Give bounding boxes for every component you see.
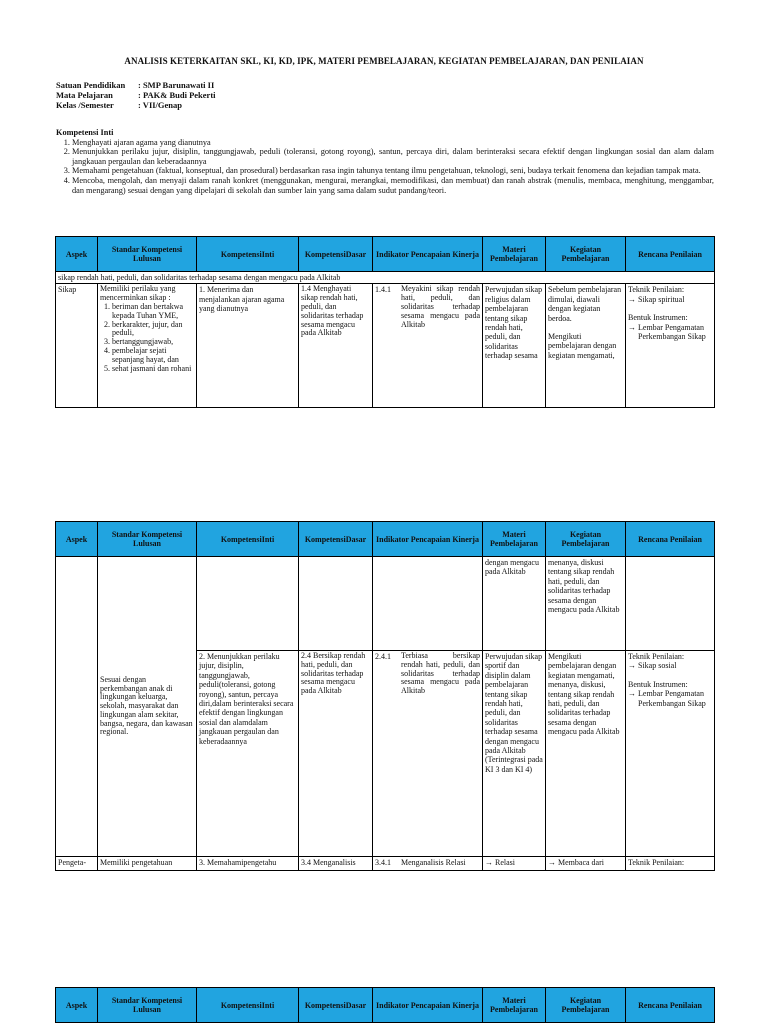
ipk-number: 2.4.1 [375, 652, 391, 661]
header-kd: KompetensiDasar [299, 988, 373, 1023]
analysis-table-2 [55, 521, 715, 871]
header-penilaian: Rencana Penilaian [626, 988, 715, 1023]
ki-item: 2. Menunjukkan perilaku jujur, disiplin, tanggungjawab, peduli (toleransi, gotong royong), santun, percaya diri, dalam berinteraksi secara efektif dengan lingkungan sosial dan alam dalam jangkauan pergaulan dan keberadaannya [72, 147, 714, 166]
skl-item: 4. pembelajar sejati sepanjang hayat, dan [112, 347, 194, 365]
cell-aspek [56, 557, 98, 857]
header-materi: Materi Pembelajaran [483, 522, 546, 557]
cell-kegiatan [546, 284, 626, 408]
header-kegiatan: Kegiatan Pembelajaran [546, 522, 626, 557]
ki-item: 4. Mencoba, mengolah, dan menyaji dalam ranah konkret (menggunakan, mengurai, merangkai, memodifikasi, dan membuat) dan ranah abstrak (menulis, membaca, menghitung, menggambar, dan mengarang) sesuai dengan yang dipelajari di sekolah dan sumber lain yang sama dalam sudut pandang/teori. [72, 176, 714, 195]
cell-materi: → Relasi [483, 857, 546, 871]
skl-list [100, 303, 194, 373]
cell-ipk [373, 284, 483, 408]
meta-row-mapel: Mata Pelajaran : PAK& Budi Pekerti [56, 90, 216, 100]
skl-item: 3. bertanggungjawab, [112, 338, 194, 347]
ki-item: 3. Memahami pengetahuan (faktual, konseptual, dan prosedural) berdasarkan rasa ingin tahunya tentang ilmu pengetahuan, teknologi, seni, budaya terkait fenomena dan kejadian tampak mata. [72, 166, 714, 176]
teknik-label: Teknik Penilaian: [628, 285, 685, 295]
meta-row-kelas: Kelas /Semester : VII/Genap [56, 100, 183, 110]
header-ki: KompetensiInti [197, 237, 299, 272]
instrumen-label: Bentuk Instrumen: [628, 679, 688, 689]
arrow-icon: → [628, 689, 636, 699]
cell-penilaian [626, 651, 715, 857]
cell-materi: dengan mengacu pada Alkitab [483, 557, 546, 651]
document-meta [56, 80, 216, 110]
table-header-row [56, 237, 715, 272]
teknik-item: → Sikap spiritual [628, 294, 685, 304]
header-kd: KompetensiDasar [299, 237, 373, 272]
cell-skl: Sesuai dengan perkembangan anak di lingkungan keluarga, sekolah, masyarakat dan lingkungan alam sekitar, bangsa, negara, dan kawasan regional. [98, 557, 197, 857]
cell-kd: 2.4 Bersikap rendah hati, peduli, dan solidaritas terhadap sesama mengacu pada Alkitab [299, 651, 373, 857]
header-ipk: Indikator Pencapaian Kinerja [373, 237, 483, 272]
cell-penilaian [626, 284, 715, 408]
teknik-label: Teknik Penilaian: [628, 652, 685, 661]
header-aspek: Aspek [56, 522, 98, 557]
header-kd: KompetensiDasar [299, 522, 373, 557]
document-title: ANALISIS KETERKAITAN SKL, KI, KD, IPK, MATERI PEMBELAJARAN, KEGIATAN PEMBELAJARAN, DAN PENILAIAN [124, 56, 644, 66]
cell-kegiatan: Mengikuti pembelajaran dengan kegiatan mengamati, menanya, diskusi, tentang sikap rendah hati, peduli, dan solidaritas terhadap sesama dengan mengacu pada Alkitab [546, 651, 626, 857]
header-aspek: Aspek [56, 988, 98, 1023]
kompetensi-inti-heading: Kompetensi Inti [56, 128, 114, 137]
cell-ipk [373, 651, 483, 857]
cell-ki: 2. Menunjukkan perilaku jujur, disiplin, tanggungjawab, peduli(toleransi, gotong royong), santun, percaya diri,dalam berinteraksi secara efektif dengan lingkungan sosial dan alamdalam jangkauan pergaulan dan keberadaannya [197, 651, 299, 857]
cell-materi: Perwujudan sikap religius dalam pembelajaran tentang sikap rendah hati, peduli, dan solidaritas terhadap sesama [483, 284, 546, 408]
header-materi: Materi Pembelajaran [483, 988, 546, 1023]
ki-item: 1. Menghayati ajaran agama yang dianutnya [72, 138, 714, 148]
kegiatan-text: Sebelum pembelajaran dimulai, diawali dengan kegiatan berdoa. [548, 285, 622, 323]
cell-ki: 3. Memahamipengetahu [197, 857, 299, 871]
continued-text: sikap rendah hati, peduli, dan solidaritas terhadap sesama dengan mengacu pada Alkitab [56, 272, 715, 284]
cell-ki [197, 557, 299, 651]
header-kegiatan: Kegiatan Pembelajaran [546, 988, 626, 1023]
cell-aspek: Pengeta- [56, 857, 98, 871]
header-ki: KompetensiInti [197, 522, 299, 557]
instrumen-label: Bentuk Instrumen: [628, 313, 688, 323]
table-header-row [56, 988, 715, 1023]
cell-materi: Perwujudan sikap sportif dan disiplin dalam pembelajaran tentang sikap rendah hati, peduli, dan solidaritas terhadap sesama dengan mengacu pada Alkitab (Terintegrasi pada KI 3 dan KI 4) [483, 651, 546, 857]
cell-skl: Memiliki pengetahuan [98, 857, 197, 871]
cell-penilaian: Teknik Penilaian: [626, 857, 715, 871]
analysis-table-3 [55, 987, 715, 1023]
cell-kd: 3.4 Menganalisis [299, 857, 373, 871]
cell-kd: 1.4 Menghayati sikap rendah hati, peduli, dan solidaritas terhadap sesama mengacu pada Alkitab [299, 284, 373, 408]
header-ki: KompetensiInti [197, 988, 299, 1023]
ipk-number: 1.4.1 [375, 285, 391, 295]
kompetensi-inti-section [56, 128, 714, 195]
header-skl: Standar Kompetensi Lulusan [98, 988, 197, 1023]
header-ipk: Indikator Pencapaian Kinerja [373, 522, 483, 557]
header-skl: Standar Kompetensi Lulusan [98, 237, 197, 272]
arrow-icon: → [628, 322, 636, 332]
arrow-icon: → [628, 661, 636, 671]
instrumen-item: → Lembar Pengamatan Perkembangan Sikap [628, 689, 706, 708]
cell-ipk [373, 857, 483, 871]
ipk-number: 3.4.1 [375, 858, 391, 867]
cell-kd [299, 557, 373, 651]
cell-aspek: Sikap [56, 284, 98, 408]
analysis-table-1 [55, 236, 715, 408]
arrow-icon: → [628, 294, 636, 304]
header-ipk: Indikator Pencapaian Kinerja [373, 988, 483, 1023]
cell-penilaian [626, 557, 715, 651]
table-row [56, 557, 715, 651]
skl-item: 5. sehat jasmani dan rohani [112, 365, 194, 374]
table-row [56, 857, 715, 871]
ipk-text: Menganalisis Relasi [401, 858, 466, 867]
arrow-icon: → [485, 858, 493, 867]
skl-item: 1. beriman dan bertakwa kepada Tuhan YME, [112, 303, 194, 321]
header-aspek: Aspek [56, 237, 98, 272]
cell-kegiatan: → Membaca dari [546, 857, 626, 871]
ipk-text: Terbiasa bersikap rendah hati, peduli, dan solidaritas terhadap sesama mengacu pada Alkitab [401, 651, 480, 696]
cell-ki: 1. Menerima dan menjalankan ajaran agama yang dianutnya [197, 284, 299, 408]
meta-row-satuan: Satuan Pendidikan : SMP Barunawati II [56, 80, 215, 90]
header-materi: Materi Pembelajaran [483, 237, 546, 272]
arrow-icon: → [548, 858, 556, 867]
instrumen-item: → Lembar Pengamatan Perkembangan Sikap [628, 322, 706, 342]
header-kegiatan: Kegiatan Pembelajaran [546, 237, 626, 272]
table-header-row [56, 522, 715, 557]
cell-ipk [373, 557, 483, 651]
kegiatan-text: Mengikuti pembelajaran dengan kegiatan mengamati, [548, 332, 617, 360]
header-penilaian: Rencana Penilaian [626, 237, 715, 272]
kompetensi-inti-list [56, 138, 714, 196]
ipk-text: Meyakini sikap rendah hati, peduli, dan solidaritas terhadap sesama mengacu pada Alkitab [401, 284, 480, 329]
teknik-item: → Sikap sosial [628, 661, 677, 671]
header-penilaian: Rencana Penilaian [626, 522, 715, 557]
skl-intro: Memiliki perilaku yang mencerminkan sikap : [100, 284, 176, 303]
header-skl: Standar Kompetensi Lulusan [98, 522, 197, 557]
table-row [56, 272, 715, 284]
skl-item: 2. berkarakter, jujur, dan peduli, [112, 321, 194, 339]
table-row [56, 284, 715, 408]
cell-kegiatan: menanya, diskusi tentang sikap rendah hati, peduli, dan solidaritas terhadap sesama dengan mengacu pada Alkitab [546, 557, 626, 651]
cell-skl [98, 284, 197, 408]
